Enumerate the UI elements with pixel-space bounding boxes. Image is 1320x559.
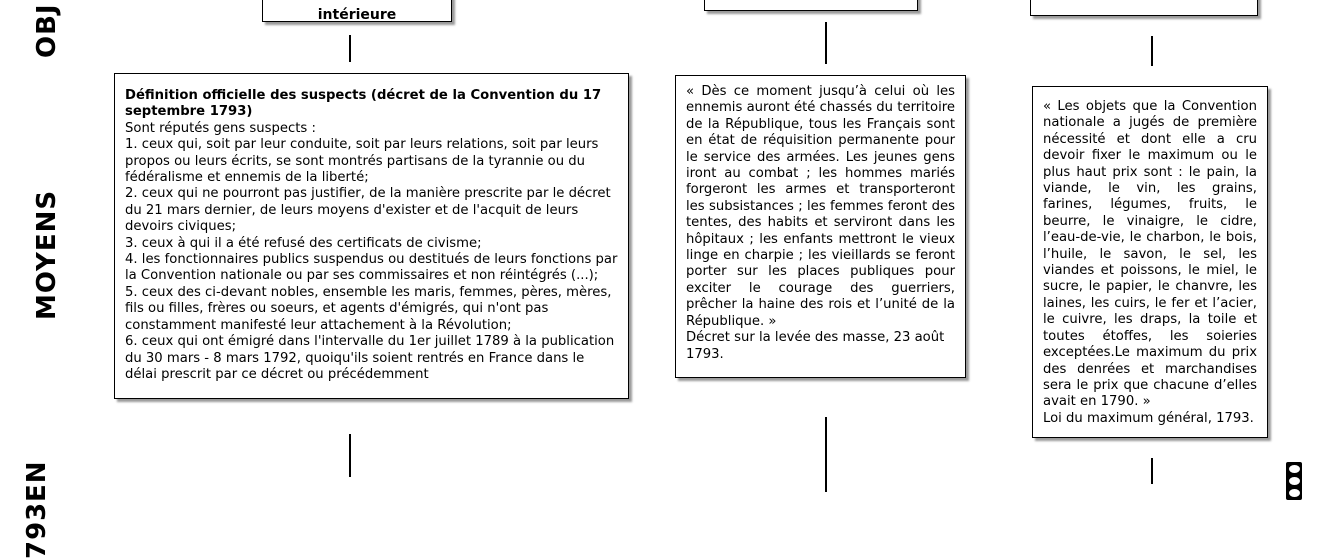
en-1793-label: EN 793 bbox=[22, 460, 52, 559]
creative-commons-icon bbox=[1286, 462, 1302, 500]
top-box-middle bbox=[704, 0, 918, 11]
objectifs-label: OBJ bbox=[32, 3, 62, 58]
suspects-item: 4. les fonctionnaires publics suspendus ou destitués de leurs fonctions par la Convention nationale ou par ses commissaires et non réintégrés (...); bbox=[125, 252, 618, 284]
suspects-item: 6. ceux qui ont émigré dans l'intervalle du 1er juillet 1789 à la publication du 30 mars - 8 mars 1792, quoiqu'ils soient rentrés en France dans le délai prescrit par ce décret ou précédemment bbox=[125, 334, 615, 382]
maximum-general-box bbox=[1032, 86, 1268, 438]
top-box-left: intérieure bbox=[262, 0, 452, 22]
connector-right-bottom bbox=[1151, 458, 1153, 484]
levee-source: Décret sur la levée des masse, 23 août 1793. bbox=[686, 330, 945, 362]
suspects-title: Définition officielle des suspects (décret de la Convention du 17 septembre 1793) bbox=[125, 88, 602, 120]
suspects-intro: Sont réputés gens suspects : bbox=[125, 120, 316, 136]
maximum-quote: « Les objets que la Convention nationale a jugés de première nécessité et dont elle a cru devoir fixer le maximum ou le plus haut prix sont : le pain, la viande, le vin, les grains, farines, légumes, fruits, le beurre, le vinaigre, le cidre, l’eau-de-vie, le charbon, le bois, l’huile, le savon, le sel, les viandes et poissons, le miel, le sucre, le papier, le chanvre, les laines, les cuirs, le fer et l’acier, le cuivre, les draps, la toile et toutes étoffes, les soieries exceptées.Le maximum du prix des denrées et marchandises sera le prix que chacune d’elles avait en 1790. » bbox=[1043, 99, 1257, 410]
connector-middle-top bbox=[825, 22, 827, 64]
maximum-source: Loi du maximum général, 1793. bbox=[1043, 410, 1254, 426]
moyens-label: MOYENS bbox=[32, 189, 62, 320]
suspects-item: 1. ceux qui, soit par leur conduite, soit par leurs relations, soit par leurs propos ou leurs écrits, se sont montrés partisans de la tyrannie ou du fédéralisme et ennemis de la liberté; bbox=[125, 137, 599, 186]
suspects-item: 2. ceux qui ne pourront pas justifier, de la manière prescrite par le décret du 21 mars dernier, de leurs moyens d'exister et de l'acquit de leurs devoirs civiques; bbox=[125, 186, 611, 235]
levee-quote: « Dès ce moment jusqu’à celui où les ennemis auront été chassés du territoire de la République, tous les Français sont en état de réquisition permanente pour le service des armées. Les jeunes gens iront au combat ; les hommes mariés forgeront les armes et transporteront les subsistances ; les femmes feront des tentes, des habits et serviront dans les hôpitaux ; les enfants mettront le vieux linge en charpie ; les vieillards se feront porter sur les places publiques pour exciter le courage des guerriers, prêcher la haine des rois et l’unité de la République. » bbox=[686, 84, 955, 329]
connector-left-bottom bbox=[349, 434, 351, 477]
connector-middle-bottom bbox=[825, 417, 827, 492]
suspects-definition-box bbox=[114, 73, 629, 399]
top-box-right bbox=[1030, 0, 1258, 16]
connector-left-top bbox=[349, 35, 351, 62]
levee-en-masse-box bbox=[675, 75, 966, 378]
suspects-item: 3. ceux à qui il a été refusé des certificats de civisme; bbox=[125, 235, 482, 251]
suspects-item: 5. ceux des ci-devant nobles, ensemble les maris, femmes, pères, mères, fils ou filles, frères ou soeurs, et agents d'émigrés, qui n'ont pas constamment manifesté leur attachement à la Révolution; bbox=[125, 284, 612, 333]
connector-right-top bbox=[1151, 36, 1153, 66]
